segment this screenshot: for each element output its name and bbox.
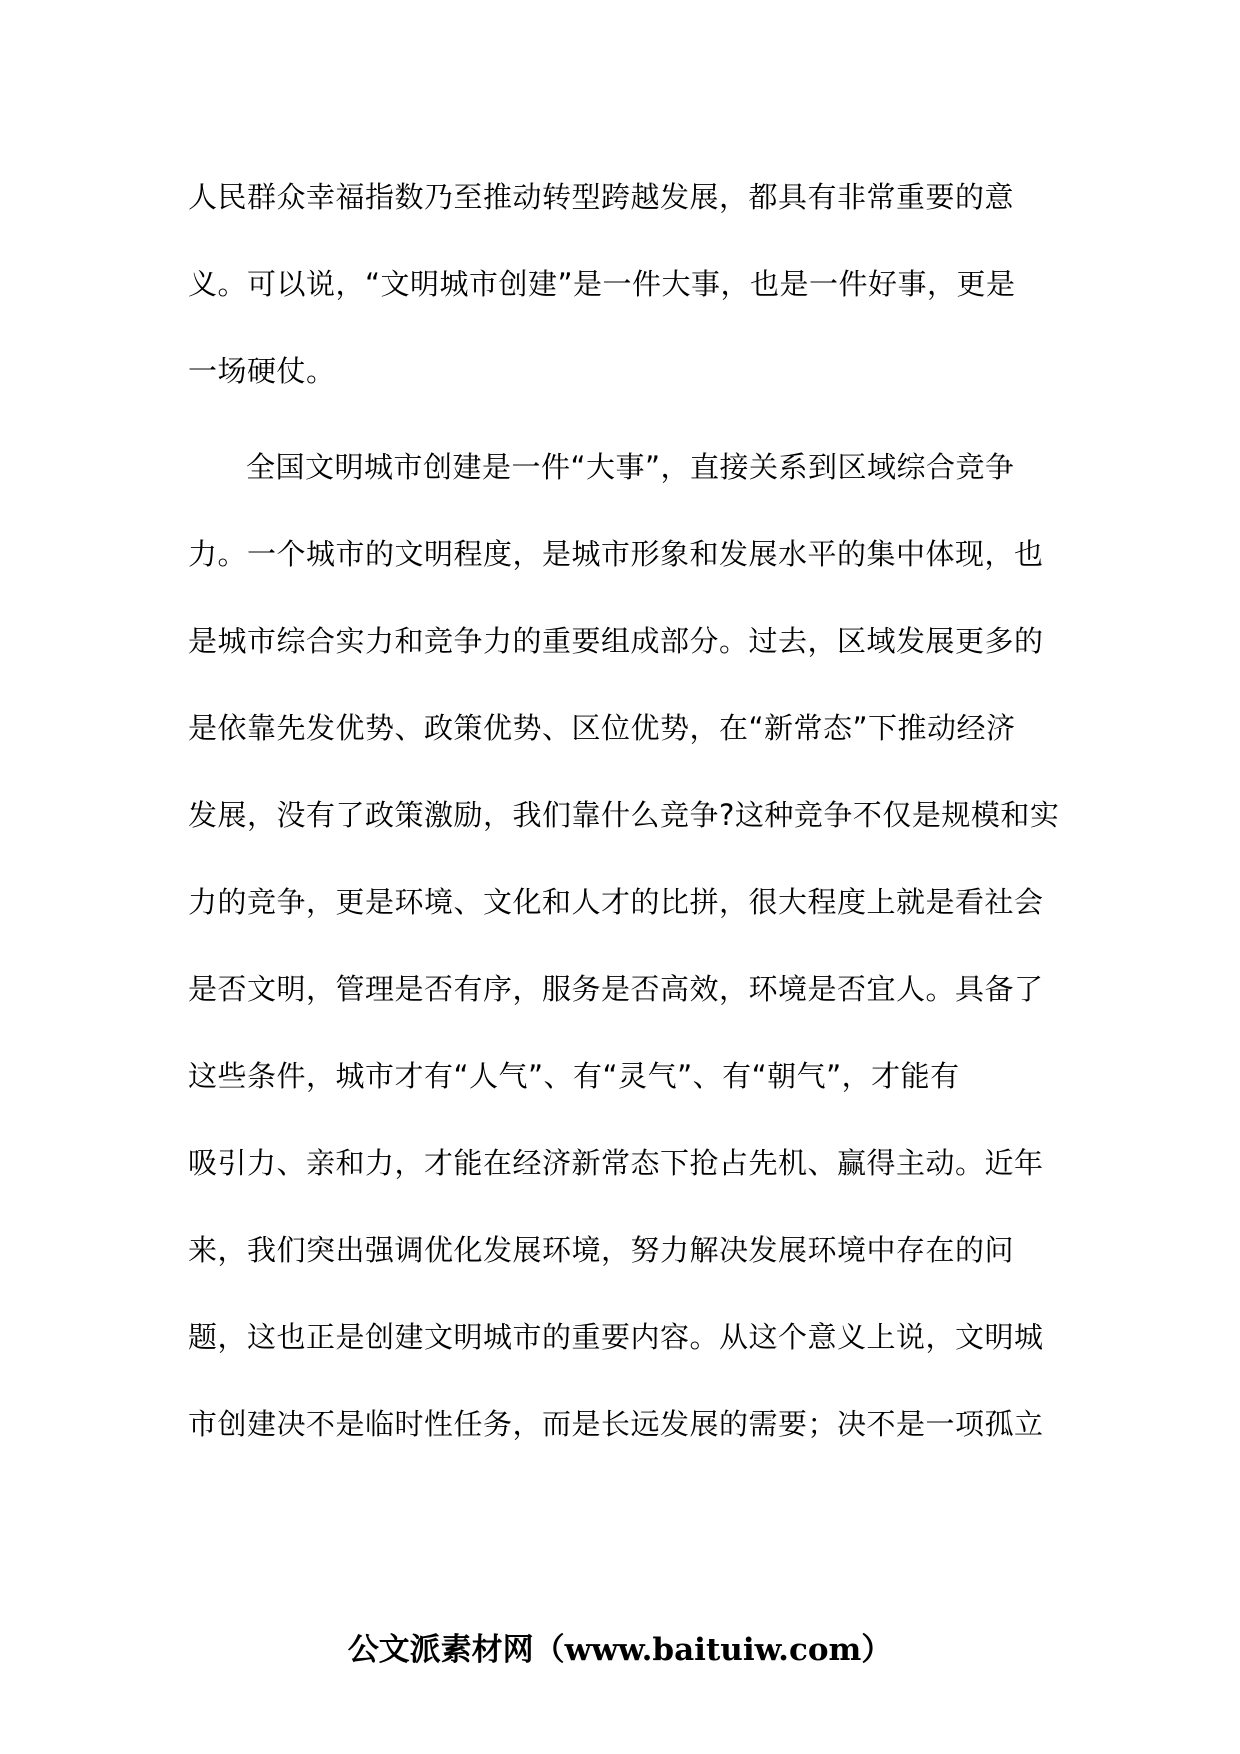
text-line: 是依靠先发优势、政策优势、区位优势，在“新常态”下推动经济 — [188, 711, 1016, 745]
text-line: 义。可以说，“文明城市创建”是一件大事，也是一件好事，更是 — [188, 267, 1016, 301]
footer-watermark: 公文派素材网（www.baituiw.com） — [347, 1632, 893, 1668]
text-line: 人民群众幸福指数乃至推动转型跨越发展，都具有非常重要的意 — [188, 180, 1015, 214]
text-line: 力的竞争，更是环境、文化和人才的比拼，很大程度上就是看社会 — [188, 885, 1044, 919]
text-line: 题，这也正是创建文明城市的重要内容。从这个意义上说，文明城 — [188, 1320, 1044, 1354]
text-line: 一场硬仗。 — [188, 354, 336, 388]
text-line: 吸引力、亲和力，才能在经济新常态下抢占先机、赢得主动。近年 — [188, 1146, 1044, 1180]
text-line: 来，我们突出强调优化发展环境，努力解决发展环境中存在的问 — [188, 1233, 1015, 1267]
text-line: 市创建决不是临时性任务，而是长远发展的需要；决不是一项孤立 — [188, 1407, 1044, 1441]
text-line: 发展，没有了政策激励，我们靠什么竞争?这种竞争不仅是规模和实 — [188, 798, 1060, 832]
text-line: 是否文明，管理是否有序，服务是否高效，环境是否宜人。具备了 — [188, 972, 1044, 1006]
paragraph-first-line: 全国文明城市创建是一件“大事”，直接关系到区域综合竞争 — [246, 450, 1015, 484]
text-line: 是城市综合实力和竞争力的重要组成部分。过去，区域发展更多的 — [188, 624, 1044, 658]
text-line: 这些条件，城市才有“人气”、有“灵气”、有“朝气”，才能有 — [188, 1059, 960, 1093]
text-line: 力。一个城市的文明程度，是城市形象和发展水平的集中体现，也 — [188, 537, 1044, 571]
